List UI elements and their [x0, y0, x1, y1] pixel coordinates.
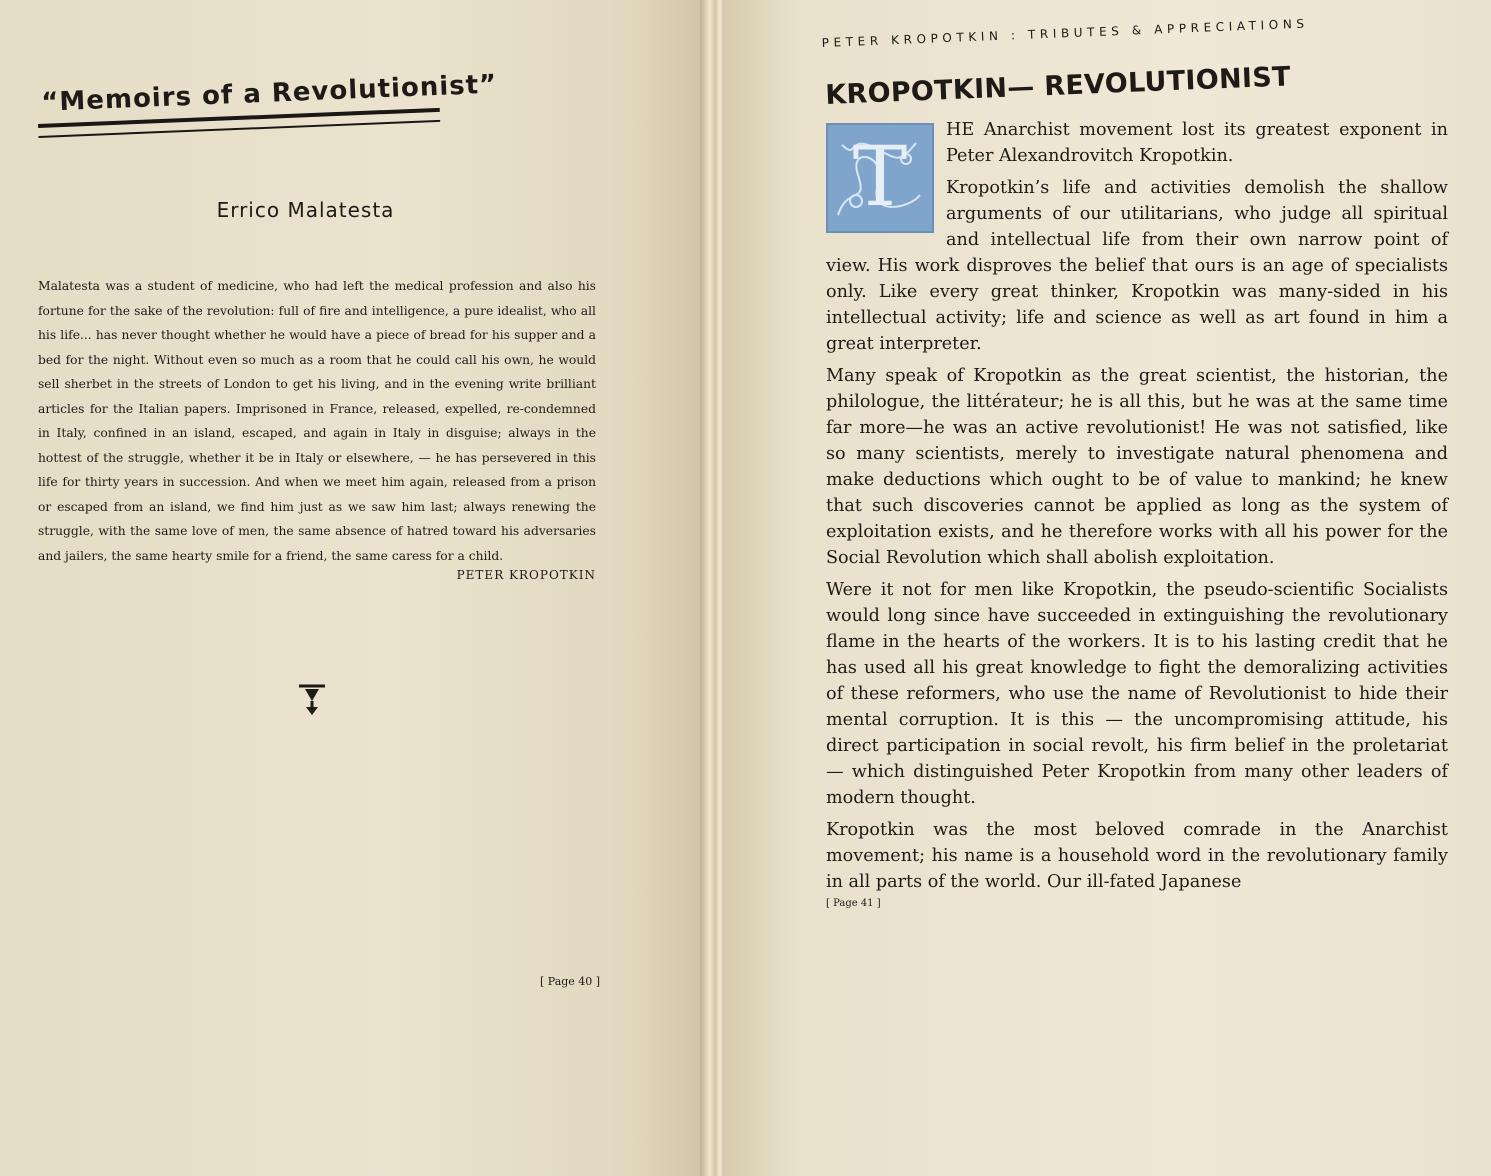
left-page-content [38, 69, 600, 582]
left-page [0, 0, 712, 1176]
lead-in: HE [946, 120, 975, 140]
page-number-left: [ Page 40 ] [540, 975, 601, 988]
page-number-right: [ Page 41 ] [826, 898, 881, 909]
malatesta-quote: Malatesta was a student of medicine, who had left the medical profession and also his fortune for the sake of the revolution: full of fire and intelligence, a pure idealist, who all his life... has never thought whether he would have a piece of bread for his supper and a bed for the night. Without even so much as a room that he could call his own, he would sell sherbet in the streets of London to get his living, and in the evening write brilliant articles for the Italian papers. Imprisoned in France, released, expelled, re-condemned in Italy, confined in an island, escaped, and again in Italy in disguise; always in the hottest of the struggle, whether it be in Italy or elsewhere, — he has persevered in this life for thirty years in succession. And when we meet him again, released from a prison or escaped from an island, we find him just as we saw him last; always renewing the struggle, with the same love of men, the same absence of hatred toward his adversaries and jailers, the same hearty smile for a friend, the same caress for a child. [38, 279, 596, 563]
author-heading: Errico Malatesta [216, 198, 395, 222]
dropcap-ornament [826, 123, 934, 233]
paragraph-5: Kropotkin was the most beloved comrade in the Anarchist movement; his name is a household word in the revolutionary family in all parts of the world. Our ill-fated Japanese [826, 820, 1448, 892]
article-title: KROPOTKIN— REVOLUTIONIST [824, 61, 1292, 111]
running-head: PETER KROPOTKIN : TRIBUTES & APPRECIATIONS [821, 16, 1309, 50]
paragraph-4: Were it not for men like Kropotkin, the pseudo-scientific Socialists would long since have succeeded in extinguishing the revolutionary flame in the hearts of the workers. It is to his lasting credit that he has used all his great knowledge to fight the demoralizing activities of these reformers, who use the name of Revolutionist to hide their mental corruption. It is this — the uncompromising attitude, his direct participation in social revolt, his firm belief in the proletariat — which distinguished Peter Kropotkin from many other leaders of modern thought. [826, 580, 1448, 808]
paragraph-2: Kropotkin’s life and activities demolish the shallow arguments of our utilitarians, who judge all spiritual and intellectual life from their own narrow point of view. His work disproves the belief that ours is an age of specialists only. Like every great thinker, Kropotkin was many-sided in his intellectual activity; life and science as well as art found in him a great interpreter. [826, 178, 1448, 354]
paragraph-3: Many speak of Kropotkin as the great scientist, the historian, the philologue, the littérateur; he is all this, but he was at the same time far more—he was an active revolutionist! He was not satisfied, like so many scientists, merely to investigate natural phenomena and make deductions which ought to be of value to mankind; he knew that such discoveries cannot be applied as long as the system of exploitation exists, and he therefore works with all his power for the Social Revolution which shall abolish exploitation. [826, 366, 1448, 568]
fleuron-ornament-icon [297, 683, 327, 724]
dropcap-letter: T [852, 130, 908, 225]
left-page-title: “Memoirs of a Revolutionist” [40, 69, 498, 118]
right-page-content [821, 16, 1449, 917]
quote-signature: PETER KROPOTKIN [456, 568, 596, 582]
paragraph-1-text: Anarchist movement lost its greatest exponent in Peter Alexandrovitch Kropotkin. [946, 120, 1449, 166]
article-body [826, 117, 1448, 917]
